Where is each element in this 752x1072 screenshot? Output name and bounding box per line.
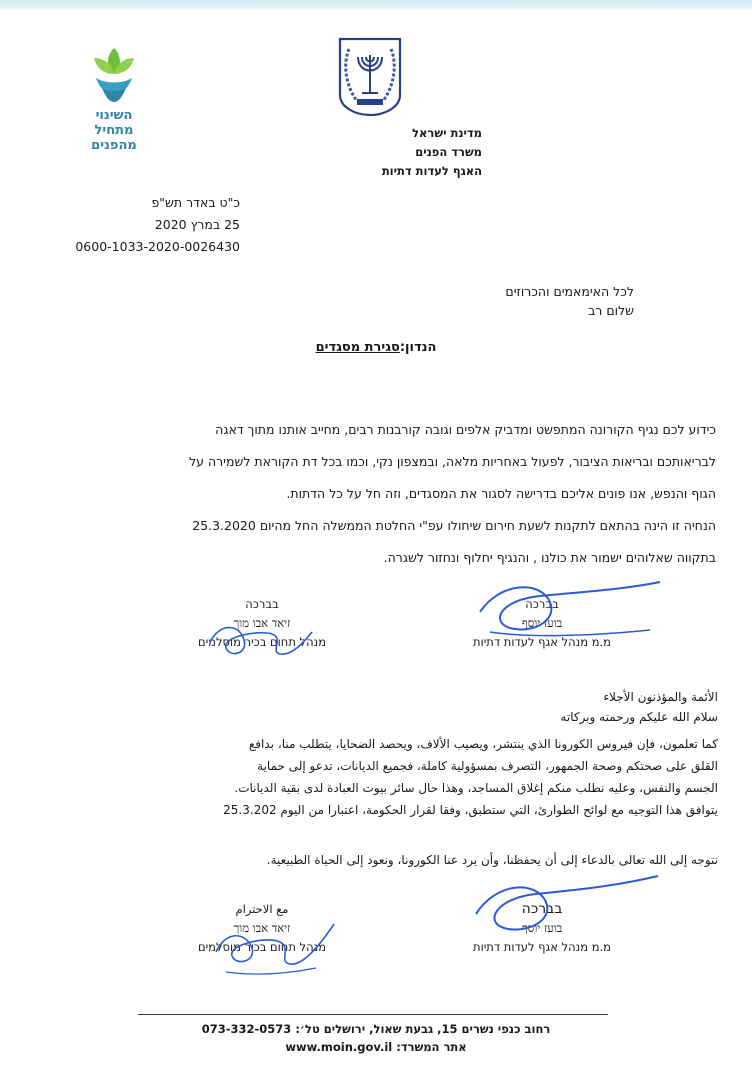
signer-name: בועז יוסף xyxy=(521,616,563,630)
ministry-header xyxy=(382,124,482,181)
footer-address: רחוב כנפי נשרים 15, גבעת שאול, ירושלים טל׳: 073-332-0573 xyxy=(201,1022,551,1036)
ministry-line-2: משרד הפנים xyxy=(415,145,482,159)
hebrew-paragraph-line: כידוע לכם נגיף הקורונה המתפשט ומדביק אלפים וגובה קורבנות רבים, מחייב אותנו מתוך דאגה xyxy=(215,422,716,437)
logo-line-2: מתחיל xyxy=(94,123,134,138)
signer-title: מ.מ מנהל אגף לעדות דתיות xyxy=(473,940,611,954)
arabic-closing-line xyxy=(18,850,718,870)
subject-label: הנדון: xyxy=(399,340,437,355)
footer-website-row xyxy=(0,1038,752,1056)
arabic-line: الأئمة والمؤذنون الأجلاء xyxy=(603,690,718,704)
closing: בברכה xyxy=(245,597,279,611)
arabic-line: نتوجه إلى الله تعالى بالدعاء إلى أن يحفظنا، وأن يرد عنا الكورونا، ونعود إلى الحياة الطبيعية. xyxy=(266,853,718,867)
signer-name: בועז יוסף xyxy=(521,921,563,935)
handwritten-signature-left-2 xyxy=(206,912,346,982)
arabic-body xyxy=(18,733,718,821)
closing: בברכה xyxy=(525,597,559,611)
arabic-line: كما تعلمون، فإن فيروس الكورونا الذي ينتشر، ويصيب الألاف، ويحصد الضحايا، يتطلب منا، بدافع xyxy=(248,737,718,751)
state-emblem xyxy=(335,35,405,121)
signer-name: זיאד אבו מוך xyxy=(233,616,291,630)
gregorian-date: 25 במרץ 2020 xyxy=(154,217,240,232)
subject-text: סגירת מסגדים xyxy=(315,340,400,355)
hebrew-body xyxy=(26,414,716,574)
logo-line-3: מהפנים xyxy=(91,138,137,153)
hebrew-paragraph-line: הגוף והנפש, אנו פונים אליכם בדרישה לסגור את המסגדים, וזה חל על כל הדתות. xyxy=(286,486,716,501)
footer-divider xyxy=(138,1014,608,1015)
website-label: אתר המשרד: xyxy=(396,1040,467,1054)
greeting-line: שלום רב xyxy=(588,303,634,318)
menorah-emblem-icon xyxy=(335,35,405,117)
hebrew-paragraph-line: הנחיה זו הינה בהתאם לתקנות לשעת חירום שיחולו עפ"י החלטת הממשלה החל מהיום 25.3.2020 xyxy=(192,518,716,533)
hebrew-paragraph-line: לבריאותכם ובריאות הציבור, לפעול באחריות מלאה, ובמצפון נקי, וכמו בכל דת הקוראת לשמירה על xyxy=(189,454,716,469)
ministry-line-1: מדינת ישראל xyxy=(412,126,482,140)
handwritten-signature-left xyxy=(200,612,320,662)
arabic-line: القلق على صحتكم وصحة الجمهور، التصرف بمسؤولية كاملة، فجميع الديانات، تدعو إلى حماية xyxy=(257,759,718,773)
closing: בברכה xyxy=(521,901,563,917)
letter-meta xyxy=(75,192,240,258)
ministry-line-3: האגף לעדות דתיות xyxy=(381,164,482,178)
closing: مع الاحترام xyxy=(235,902,289,916)
handwritten-signature-right xyxy=(470,572,670,644)
arabic-greeting xyxy=(18,687,718,727)
addressee-line: לכל האימאמים והכרוזים xyxy=(505,284,634,299)
arabic-line: سلام الله عليكم ورحمته وبركاته xyxy=(560,710,718,724)
change-logo xyxy=(78,44,150,153)
signer-title: מנהל תחום בכיר מוסלמים xyxy=(197,940,327,954)
hebrew-date: כ"ט באדר תש"פ xyxy=(151,195,240,210)
reference-number: 0600-1033-2020-0026430 xyxy=(75,239,240,254)
leaf-icon xyxy=(88,44,140,106)
website-link[interactable]: www.moin.gov.il xyxy=(285,1040,393,1054)
top-edge xyxy=(0,0,752,10)
signer-title: מנהל תחום בכיר מוסלמים xyxy=(197,635,327,649)
signer-title: מ.מ מנהל אגף לעדות דתיות xyxy=(473,635,611,649)
arabic-line: يتوافق هذا التوجيه مع لوائح الطوارئ، التي ستطبق، وفقا لقرار الحكومة، اعتبارا من اليوم 25.3.202 xyxy=(223,803,718,817)
logo-line-1: השינוי xyxy=(95,108,133,123)
subject-line xyxy=(0,340,752,355)
signer-name: זיאד אבו מוך xyxy=(233,921,291,935)
addressee xyxy=(505,282,634,320)
handwritten-signature-right-2 xyxy=(462,868,672,944)
arabic-line: الجسم والنفس، وعليه نطلب منكم إغلاق المساجد، وهذا حال سائر بيوت العبادة لدى بقية الديانات. xyxy=(234,781,718,795)
hebrew-paragraph-line: בתקווה שאלוהים ישמור את כולנו , והנגיף יחלוף ונחזור לשגרה. xyxy=(383,550,716,565)
